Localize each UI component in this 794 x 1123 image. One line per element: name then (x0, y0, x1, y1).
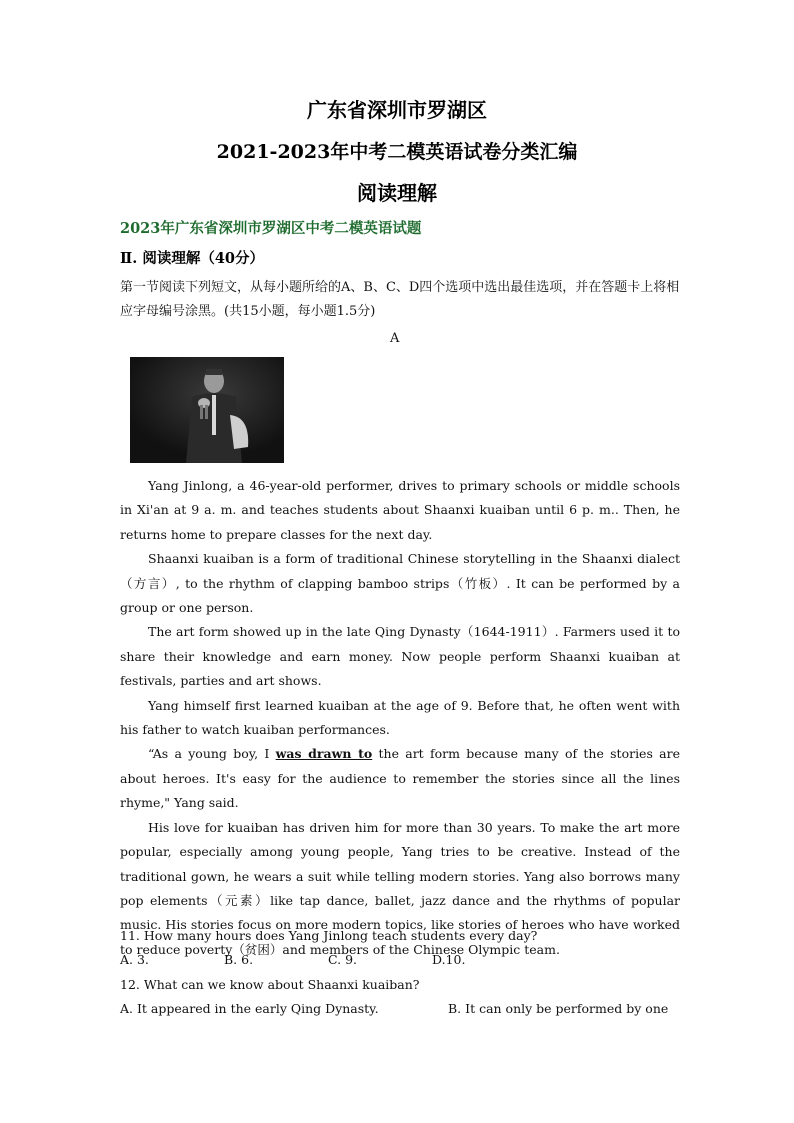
instructions: 第一节阅读下列短文，从每小题所给的A、B、C、D四个选项中选出最佳选项，并在答题卡上将相应字母编号涂黑。(共15小题，每小题1.5分) (120, 280, 680, 319)
title-reading-comprehension: 阅读理解 (357, 181, 437, 205)
performer-photo (130, 357, 284, 463)
passage-paragraph-5 (120, 742, 680, 815)
question-12-options (120, 997, 680, 1021)
passage-paragraph-1: Yang Jinlong, a 46-year-old performer, drives to primary schools or middle schools in Xi'an at 9 a. m. and teaches students about Shaanxi kuaiban until 6 p. m.. Then, he returns home to prepare classes for the next day. (120, 478, 680, 542)
question-11-stem: 11. How many hours does Yang Jinlong teach students every day? (120, 928, 538, 943)
passage-body (120, 474, 680, 962)
section-heading: Ⅱ. 阅读理解（40分） (120, 250, 264, 267)
passage-paragraph-4: Yang himself first learned kuaiban at the age of 9. Before that, he often went with his father to watch kuaiban performances. (120, 697, 680, 738)
quote-rest: the art form because many of the stories are about heroes. It's easy for the audience to remember the stories since all the lines rhyme," Yang said. (120, 746, 680, 811)
title-region: 广东省深圳市罗湖区 (307, 98, 487, 122)
question-12-stem: 12. What can we know about Shaanxi kuaiban? (120, 976, 420, 992)
passage-paragraph-3: The art form showed up in the late Qing Dynasty（1644-1911）. Farmers used it to share their knowledge and earn money. Now people perform Shaanxi kuaiban at festivals, parties and art shows. (120, 624, 680, 689)
question-11-option-a: A. 3. (120, 952, 149, 968)
performer-photo-graphic (130, 357, 284, 463)
question-11-options (120, 948, 680, 972)
source-exam-title: 2023年广东省深圳市罗湖区中考二模英语试题 (120, 220, 422, 237)
quote-start: “As a young boy, I (148, 746, 276, 762)
question-11-option-c: C. 9. (328, 952, 357, 968)
passage-label: A (390, 331, 400, 346)
title-exam-collection: 2021-2023年中考二模英语试卷分类汇编 (216, 141, 578, 163)
question-11-option-b: B. 6. (224, 952, 254, 968)
question-list (120, 924, 680, 1022)
question-12-option-b: B. It can only be performed by one (448, 1001, 669, 1017)
underlined-phrase: was drawn to (275, 746, 373, 762)
passage-paragraph-6: His love for kuaiban has driven him for more than 30 years. To make the art more popular, especially among young people, Yang tries to be creative. Instead of the traditional gown, he wears a suit while telling modern stories. Yang also borrows many pop elements（元素）like tap dance, ballet, jazz dance and the rhythms of popular music. His stories focus on more modern topics, like stories of heroes who have worked to reduce poverty（贫困）and members of the Chinese Olympic team. (120, 819, 680, 957)
question-12-option-a: A. It appeared in the early Qing Dynasty. (120, 1001, 379, 1017)
question-11-option-d: D.10. (432, 952, 466, 968)
passage-paragraph-2: Shaanxi kuaiban is a form of traditional Chinese storytelling in the Shaanxi dialect（方言）, to the rhythm of clapping bamboo strips（竹板）. It can be performed by a group or one person. (120, 551, 680, 616)
